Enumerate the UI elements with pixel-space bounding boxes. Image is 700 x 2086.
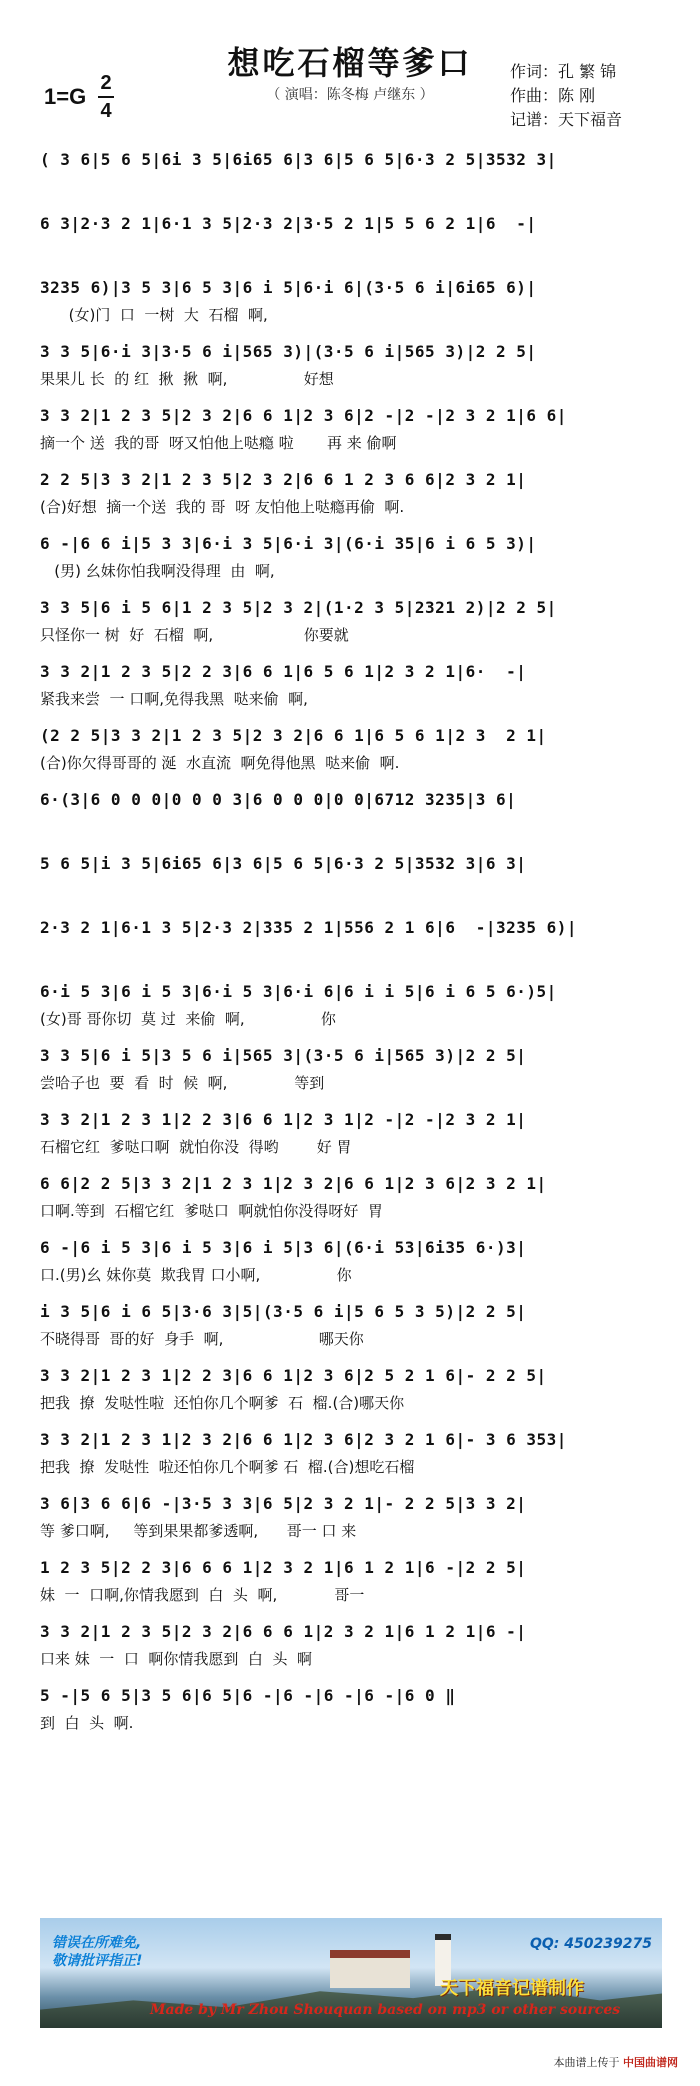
score-system	[40, 1233, 672, 1287]
errata-line-2: 敬请批评指正!	[52, 1953, 143, 1969]
score-body	[0, 145, 700, 1735]
lyric-line	[40, 239, 672, 263]
note-line: 5 -|5 6 5|3 5 6|6 5|6 -|6 -|6 -|6 -|6 0 ‖	[40, 1686, 456, 1705]
note-line: ( 3 6|5 6 5|6i 3 5|6i65 6|3 6|5 6 5|6·3 2 5|3532 3|	[40, 150, 557, 169]
lyric-line: 紧我来尝 一 口啊,免得我黑 哒来偷 啊,	[40, 690, 308, 708]
score-system	[40, 145, 672, 199]
lyric-line	[40, 175, 672, 199]
score-system	[40, 273, 672, 327]
note-line: 6·(3|6 0 0 0|0 0 0 3|6 0 0 0|0 0|6712 3235|3 6|	[40, 790, 517, 809]
score-system	[40, 721, 672, 775]
note-line: 6 -|6 6 i|5 3 3|6·i 3 5|6·i 3|(6·i 35|6 i 6 5 3)|	[40, 534, 537, 553]
score-system	[40, 529, 672, 583]
score-system	[40, 1681, 672, 1735]
lyric-line: 到 白 头 啊.	[40, 1714, 134, 1732]
note-line: 1 2 3 5|2 2 3|6 6 6 1|2 3 2 1|6 1 2 1|6 -|2 2 5|	[40, 1558, 527, 1577]
score-system	[40, 977, 672, 1031]
lyric-line: 把我 撩 发哒性 啦还怕你几个啊爹 石 榴.(合)想吃石榴	[40, 1458, 415, 1476]
score-system	[40, 849, 672, 903]
site-link[interactable]: 中国曲谱网	[623, 2056, 678, 2069]
score-system	[40, 913, 672, 967]
lyric-line: (女)哥 哥你切 莫 过 来偷 啊, 你	[40, 1010, 336, 1028]
score-system	[40, 337, 672, 391]
song-title: 想吃石榴等爹口	[227, 44, 473, 82]
upload-note: 本曲谱上传于	[553, 2056, 620, 2069]
note-line: 3 3 2|1 2 3 5|2 3 2|6 6 6 1|2 3 2 1|6 1 2 1|6 -|	[40, 1622, 527, 1641]
upload-footer	[554, 2054, 679, 2070]
lyric-line: 口啊.等到 石榴它红 爹哒口 啊就怕你没得呀好 胃	[40, 1202, 383, 1220]
note-line: 3 3 2|1 2 3 5|2 3 2|6 6 1|2 3 6|2 -|2 -|2 3 2 1|6 6|	[40, 406, 567, 425]
score-system	[40, 1041, 672, 1095]
score-system	[40, 401, 672, 455]
score-system	[40, 1105, 672, 1159]
lyricist: 作词：孔 繁 锦	[510, 62, 617, 81]
errata-note	[52, 1934, 142, 1970]
meter-top: 2	[100, 72, 112, 94]
lyric-line: 把我 撩 发哒性啦 还怕你几个啊爹 石 榴.(合)哪天你	[40, 1394, 405, 1412]
score-system	[40, 657, 672, 711]
note-line: 3235 6)|3 5 3|6 5 3|6 i 5|6·i 6|(3·5 6 i|6i65 6)|	[40, 278, 537, 297]
lyric-line: 不晓得哥 哥的好 身手 啊, 哪天你	[40, 1330, 364, 1348]
note-line: 2 2 5|3 3 2|1 2 3 5|2 3 2|6 6 1 2 3 6 6|2 3 2 1|	[40, 470, 527, 489]
lyric-line: 石榴它红 爹哒口啊 就怕你没 得哟 好 胃	[40, 1138, 352, 1156]
score-system	[40, 1169, 672, 1223]
lyric-line	[40, 815, 672, 839]
composer: 作曲：陈 刚	[510, 86, 596, 105]
score-system	[40, 1425, 672, 1479]
lyric-line: (合)你欠得哥哥的 涎 水直流 啊免得他黑 哒来偷 啊.	[40, 754, 400, 772]
meter-divider	[98, 96, 114, 98]
made-by-caption: Made by Mr Zhou Shouquan based on mp3 or other sources	[150, 2002, 621, 2018]
score-system	[40, 465, 672, 519]
note-line: 6·i 5 3|6 i 5 3|6·i 5 3|6·i 6|6 i i 5|6 i 6 5 6·)5|	[40, 982, 557, 1001]
score-system	[40, 209, 672, 263]
lyric-line: 尝哈子也 要 看 时 候 啊, 等到	[40, 1074, 325, 1092]
note-line: 3 3 5|6·i 3|3·5 6 i|565 3)|(3·5 6 i|565 3)|2 2 5|	[40, 342, 537, 361]
maker-caption: 天下福音记谱制作	[440, 1978, 584, 1999]
note-line: 6 3|2·3 2 1|6·1 3 5|2·3 2|3·5 2 1|5 5 6 2 1|6 -|	[40, 214, 537, 233]
note-line: 3 3 2|1 2 3 5|2 2 3|6 6 1|6 5 6 1|2 3 2 1|6· -|	[40, 662, 527, 681]
score-system	[40, 1361, 672, 1415]
credits	[510, 60, 622, 132]
note-line: 3 3 2|1 2 3 1|2 2 3|6 6 1|2 3 6|2 5 2 1 6|- 2 2 5|	[40, 1366, 547, 1385]
note-line: 3 6|3 6 6|6 -|3·5 3 3|6 5|2 3 2 1|- 2 2 5|3 3 2|	[40, 1494, 527, 1513]
score-system	[40, 1297, 672, 1351]
key-signature: 1=G	[44, 84, 87, 109]
lyric-line: 果果儿 长 的 红 揪 揪 啊, 好想	[40, 370, 334, 388]
note-line: 3 3 5|6 i 5|3 5 6 i|565 3|(3·5 6 i|565 3)|2 2 5|	[40, 1046, 527, 1065]
house-illustration	[330, 1950, 410, 1988]
note-line: 6 6|2 2 5|3 3 2|1 2 3 1|2 3 2|6 6 1|2 3 6|2 3 2 1|	[40, 1174, 547, 1193]
transcriber-banner	[40, 1918, 662, 2028]
lyric-line: (合)好想 摘一个送 我的 哥 呀 友怕他上哒瘾再偷 啊.	[40, 498, 405, 516]
singers-line: （ 演唱：陈冬梅 卢继东 ）	[266, 87, 434, 103]
lyric-line: 妹 一 口啊,你情我愿到 白 头 啊, 哥一	[40, 1586, 365, 1604]
note-line: 3 3 2|1 2 3 1|2 2 3|6 6 1|2 3 1|2 -|2 -|2 3 2 1|	[40, 1110, 527, 1129]
lyric-line: (女)门 口 一树 大 石榴 啊,	[40, 306, 268, 324]
lyric-line: 等 爹口啊, 等到果果都爹透啊, 哥一 口 来	[40, 1522, 357, 1540]
meter-bottom: 4	[100, 100, 112, 122]
errata-line-1: 错误在所难免,	[52, 1935, 142, 1951]
qq-contact: QQ: 450239275	[530, 1936, 652, 1952]
lyric-line: (男) 幺妹你怕我啊没得理 由 啊,	[40, 562, 275, 580]
score-system	[40, 1617, 672, 1671]
time-signature	[98, 72, 114, 122]
note-line: 3 3 5|6 i 5 6|1 2 3 5|2 3 2|(1·2 3 5|2321 2)|2 2 5|	[40, 598, 557, 617]
note-line: (2 2 5|3 3 2|1 2 3 5|2 3 2|6 6 1|6 5 6 1|2 3 2 1|	[40, 726, 547, 745]
note-line: 5 6 5|i 3 5|6i65 6|3 6|5 6 5|6·3 2 5|3532 3|6 3|	[40, 854, 527, 873]
score-system	[40, 785, 672, 839]
score-system	[40, 593, 672, 647]
lyric-line: 口.(男)幺 妹你莫 欺我胃 口小啊, 你	[40, 1266, 352, 1284]
lyric-line	[40, 879, 672, 903]
note-line: 2·3 2 1|6·1 3 5|2·3 2|335 2 1|556 2 1 6|6 -|3235 6)|	[40, 918, 578, 937]
score-system	[40, 1553, 672, 1607]
note-line: i 3 5|6 i 6 5|3·6 3|5|(3·5 6 i|5 6 5 3 5)|2 2 5|	[40, 1302, 527, 1321]
transcriber: 记谱：天下福音	[510, 110, 623, 129]
lyric-line: 摘一个 送 我的哥 呀又怕他上哒瘾 啦 再 来 偷啊	[40, 434, 397, 452]
note-line: 3 3 2|1 2 3 1|2 3 2|6 6 1|2 3 6|2 3 2 1 6|- 3 6 353|	[40, 1430, 567, 1449]
lyric-line	[40, 943, 672, 967]
score-system	[40, 1489, 672, 1543]
lyric-line: 口来 妹 一 口 啊你情我愿到 白 头 啊	[40, 1650, 312, 1668]
score-header	[0, 0, 700, 145]
note-line: 6 -|6 i 5 3|6 i 5 3|6 i 5|3 6|(6·i 53|6i35 6·)3|	[40, 1238, 527, 1257]
lyric-line: 只怪你一 树 好 石榴 啊, 你要就	[40, 626, 349, 644]
